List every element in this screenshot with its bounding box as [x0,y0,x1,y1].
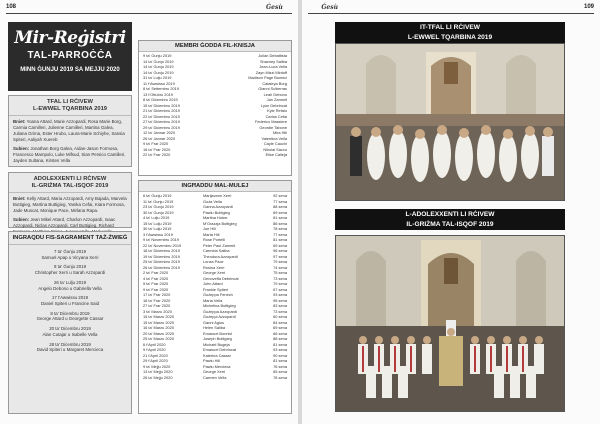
register-age: 92 sena [273,193,287,198]
register-name: Genoveffa Debrincat [203,275,239,281]
register-date: 25 ta' Marzu 2020 [143,336,175,341]
register-date: 9 ta' Ġunju 2019 [143,53,172,58]
register-name: Marta Hili [203,231,220,237]
register-date: 15 ta' Marzu 2020 [143,314,175,319]
registry-masthead [8,22,132,91]
marriage-couple: Daniel Spiteri u Francine Said [40,301,100,307]
register-date: 8 ta' Settembru 2019 [143,86,179,91]
register-name: Pawlu Hili [203,358,221,363]
register-date: 21 t'April 2020 [143,352,168,358]
marriage-couple: Alan Cutajar u Isabelle Vella [42,331,98,337]
marriage-entry [9,280,131,291]
register-age: 69 sena [273,242,287,248]
boys-list: Subien: Jonathan Borg Galea, Aidan-Jason Formosa, Francesco Mampolo, Luke Mifsud, Sian Persico Camilleri, Jayden Sultana, Kirsten Vella [13,146,126,164]
register-name: Cayle Cauchi [263,141,287,146]
register-date: 2 ta' Frar 2020 [143,270,169,275]
register-age: 88 sena [273,336,287,341]
register-name: Rose Portelli [203,237,226,242]
register-date: 14 ta' Ġunju 2019 [143,64,174,69]
register-age: 69 sena [273,209,287,215]
register-date: 19 ta' Diċembru 2019 [143,253,180,259]
register-name: Lyon Debrincat [260,102,287,108]
register-date: 9 ta' Novembru 2019 [143,237,179,242]
register-name: Theodora Azzopardi [203,253,238,259]
register-name: Emanuel Debrincat [203,347,237,352]
marriage-date: 8 ta' Ġunju 2019 [53,264,87,270]
register-name: Carmela Saliba [203,248,230,253]
register-date: 26 ta' Diċembru 2019 [143,264,180,270]
register-name: Lonza Pace [203,259,224,264]
register-age: 81 sena [273,237,287,242]
register-name: Madison Page Bonnici [248,75,287,80]
register-date: 18 ta' Diċembru 2019 [143,248,180,253]
register-name: Marijavann Xerri [203,193,232,198]
register-date: 9 ta' Mejju 2020 [143,363,171,369]
register-name: Federico Massiere [254,119,287,124]
register-name: Zayn Mizzi Mintoff [255,69,287,75]
header-rule [6,13,292,14]
register-date: 20 ta' Marzu 2020 [143,330,175,336]
confirmation-photo [335,235,565,412]
register-name: Joseph Buttigieg [203,336,232,341]
register-date: 29 t'April 2020 [143,358,168,363]
section-heading: ADOLEXXENTI LI RĊIVEW IL-GRIŻMA TAL-ISQOF 2019 [9,173,131,193]
register-date: 6 ta' Ġunju 2019 [143,193,172,198]
church-interior-image [336,44,565,201]
register-age: 88 sena [273,204,287,209]
register-date: 15 ta' Marzu 2020 [143,319,175,325]
register-date: 14 ta' Ġunju 2019 [143,69,174,75]
marriage-entry [9,342,131,353]
header-rule [308,13,594,14]
register-age: 84 sena [273,319,287,325]
register-name: Ġużeppa Fenech [203,292,233,297]
register-age: 77 sena [273,198,287,204]
marriage-date: 26 ta' Lulju 2019 [53,279,87,285]
register-name: Pawlu Mercieca [203,363,231,369]
register-age: 69 sena [273,325,287,330]
register-name: Rosina Xerri [203,264,225,270]
register-age: 81 sena [273,358,287,363]
register-age: 97 sena [273,253,287,259]
register-date: 30 ta' Lulju 2019 [143,226,172,231]
register-name: Elise Calleja [265,152,287,157]
register-age: 75 sena [273,270,287,275]
register-date: 25 ta' Diċembru 2019 [143,259,180,264]
left-page [0,0,298,424]
register-age: 79 sena [273,259,287,264]
photo-caption-first-communion: IT-TFAL LI RĊIVEW L-EWWEL TQARBINA 2019 [335,22,565,43]
register-age: 81 sena [273,215,287,220]
masthead-title: Mir-Reġistri [14,28,126,48]
register-name: Julian Debattista [258,53,287,58]
register-name: Jan Zammit [266,97,287,102]
register-age: 74 sena [273,264,287,270]
register-age: 66 sena [273,330,287,336]
register-name: Leah Debono [263,91,287,97]
marriage-couple: David Spiteri u Margaret Mercieca [36,347,104,353]
photo-caption-confirmation: L-ADOLEXXENTI LI RĊIVEW IL-GRIŻMA TAL-ISQOF 2019 [335,209,565,230]
register-name: Kyle Refalo [267,108,287,113]
register-age: 93 sena [273,292,287,297]
register-name: John Attard [203,281,223,286]
marriage-couple: Samuel Apap u Vicyana Xerri [41,254,99,260]
register-name: Ganna Azzopardi [203,204,233,209]
register-age: 76 sena [273,363,287,369]
register-date: 16 ta' Marzu 2020 [143,325,175,330]
marriage-entry [9,264,131,275]
section-heading: INGĦADDU MAL-MULEJ [139,181,291,192]
register-name: George Xerri [203,270,226,275]
register-name: George Xerri [203,369,226,374]
register-date: 4 ta' Frar 2020 [143,275,169,281]
register-age: 65 sena [273,369,287,374]
register-name: Shazney Saliba [259,58,287,64]
marriage-couple: Angelo Debono u Gabriella Vella [38,285,102,291]
register-date: 22 ta' Novembru 2019 [143,242,182,248]
magazine-logo: Ġesù [266,4,283,11]
register-name: Peter Paul Zammit [203,242,236,248]
baptisms-register [138,40,292,176]
register-date: 30 ta' Ġunju 2019 [143,209,174,215]
register-name: Valentina Vella [261,135,287,141]
register-date: 15 ta' Diċembru 2019 [143,102,180,108]
register-age: 96 sena [273,248,287,253]
register-name: Michael Bugeja [203,341,230,347]
register-name: Frankie Spiteri [203,286,229,292]
register-date: 8 ta' Diċembru 2019 [143,97,178,102]
register-name: Ġuża Vella [203,198,222,204]
register-date: 23 ta' Ġunju 2019 [143,204,174,209]
register-date: 21 ta' Diċembru 2019 [143,108,180,113]
girls-list: Bniet: Kelly Attard, Maria Azzopardi, Amy Bajada, Marvela Buttigieg, Martina Buttigieg, Yanika Cefai, Kiara Formosa, Jade Muscat, Monique Pace, Mirlana Rapa. [13,196,127,214]
register-name: Carmen Vella [203,374,227,380]
baptism-list [139,52,291,158]
register-name: Michelina Buttigieg [203,303,236,308]
register-date: 13 ta' Mejju 2020 [143,369,173,374]
register-date: 11 ta' Ġunju 2019 [143,198,174,204]
register-row [139,152,291,158]
register-name: Jean-Luca Vella [259,64,287,69]
register-age: 67 sena [273,286,287,292]
register-name: Joe Hili [203,226,216,231]
register-date: 9 ta' Frar 2020 [143,141,169,146]
marriage-entry [9,311,131,322]
magazine-logo: Ġesù [321,4,338,11]
masthead-subtitle: TAL-PARROĊĊA [27,50,113,61]
register-date: 5 ta' Frar 2020 [143,281,169,286]
girls-list: Bniet: Yoana Attard, Marie Azzopardi, Rosa Marie Borg, Carmia Camilleri, Julienne Camilleri, Martina Galea, Juliana Grima, Ester Hrubo, Laura-Marie Schiyhe, Sansia Spiteri, Aaliyah Xuereb [13,119,125,143]
register-age: 95 sena [273,297,287,303]
marriage-list [9,249,131,353]
register-age: 73 sena [273,308,287,314]
register-date: 22 ta' Frar 2020 [143,152,171,157]
register-name: Geordie Tabone [259,124,287,130]
register-name: Emanuel Bonnici [203,330,233,336]
marriage-date: 17 t'Awwissu 2019 [51,295,89,301]
marriage-date: 7 ta' Ġunju 2019 [53,249,87,254]
register-age: 79 sena [273,281,287,286]
marriage-entry [9,249,131,260]
register-name: Martina Huber [203,215,228,220]
deaths-register [138,180,292,414]
church-altar-image [336,236,565,412]
register-name: Mira Hili [272,130,287,135]
register-date: 26 ta' Jannar 2020 [143,135,176,141]
masthead-date-range: MINN ĠUNJU 2019 SA MEJJU 2020 [20,67,120,73]
register-date: 12 ta' Jannar 2020 [143,130,176,135]
register-age: 86 sena [273,220,287,226]
register-row [139,375,291,381]
right-page [302,0,600,424]
register-name: Pawlu Buttigieg [203,209,230,215]
boys-list: Subien: Jean Mikel Attard, Charlon Azzopardi, Isaac Azzopardi, Niclas Azzopardi, Carl Buttigieg, Richard [13,217,116,229]
register-date: 3 ta' Marzu 2020 [143,308,172,314]
register-date: 26 ta' Mejju 2020 [143,374,173,380]
marriage-couple: George Attard u Georgette Cassar [36,316,104,322]
register-age: 83 sena [273,303,287,308]
register-age: 90 sena [273,352,287,358]
register-age: 78 sena [273,226,287,231]
register-date: 18 ta' Frar 2020 [143,297,171,303]
first-communion-photo [335,43,565,201]
register-name: Maria Vella [203,297,223,303]
section-heading: TFAL LI RĊIVEW L-EWWEL TQARBINA 2019 [9,96,131,116]
register-date: 9 ta' Frar 2020 [143,286,169,292]
register-date: 31 ta' Lulju 2019 [143,75,172,80]
marriage-couple: Christopher Xerri u Sarah Azzopardi [34,270,106,276]
register-date: 22 ta' Diċembru 2019 [143,113,180,119]
register-date: 29 ta' Diċembru 2019 [143,124,180,130]
register-date: 16 ta' Frar 2020 [143,146,171,152]
marriage-date: 20 ta' Diċembru 2019 [49,326,91,332]
register-date: 15 ta' Lulju 2019 [143,220,172,226]
marriage-entry [9,326,131,337]
register-age: 77 sena [273,231,287,237]
marriage-entry [9,295,131,306]
register-name: Gianni Sciberras [258,86,287,91]
register-date: 13 t'Ottubru 2019 [143,91,173,97]
register-date: 3 t'Awwissu 2019 [143,231,173,237]
register-name: Ganni Agius [203,319,224,325]
register-date: 11 t'Awwissu 2019 [143,80,175,86]
page-number: 108 [6,4,17,10]
register-age: 81 sena [273,341,287,347]
register-name: Helen Saliba [203,325,226,330]
page-number: 109 [583,4,594,10]
register-date: 17 ta' Frar 2020 [143,292,171,297]
marriages-section [8,231,132,414]
register-age: 60 sena [273,314,287,319]
register-name: M'Grazzja Buttigieg [203,220,237,226]
register-date: 4 ta' Lulju 2019 [143,215,170,220]
register-name: Carlos Cefai [265,113,287,119]
death-list [139,192,291,380]
confirmation-section [8,172,132,228]
section-heading: INGRAQDU FIS-SAGRAMENT TAŻ-ŻWIEĠ [9,232,131,245]
register-date: 14 ta' Ġunju 2019 [143,58,174,64]
register-name: Cataleya Borg [262,80,287,86]
marriage-date: 8 ta' Diċembru 2019 [50,310,90,316]
register-name: Ġużeppa Azzopardi [203,308,237,314]
register-date: 27 ta' Diċembru 2019 [143,119,180,124]
register-age: 73 sena [273,275,287,281]
register-age: 78 sena [273,374,287,380]
section-heading: MEMBRI ĠODDA FIL-KNISJA [139,41,291,52]
register-name: Katerina Cassar [203,352,231,358]
register-date: 6 t'April 2020 [143,341,166,347]
register-date: 9 t'April 2020 [143,347,166,352]
register-age: 93 sena [273,347,287,352]
first-communion-section [8,95,132,167]
register-name: Ġużeppi Azzopardi [203,314,236,319]
register-name: Nikolai Sacco [263,146,287,152]
marriage-date: 28 ta' Diċembru 2019 [49,341,91,347]
register-date: 27 ta' Frar 2020 [143,303,171,308]
